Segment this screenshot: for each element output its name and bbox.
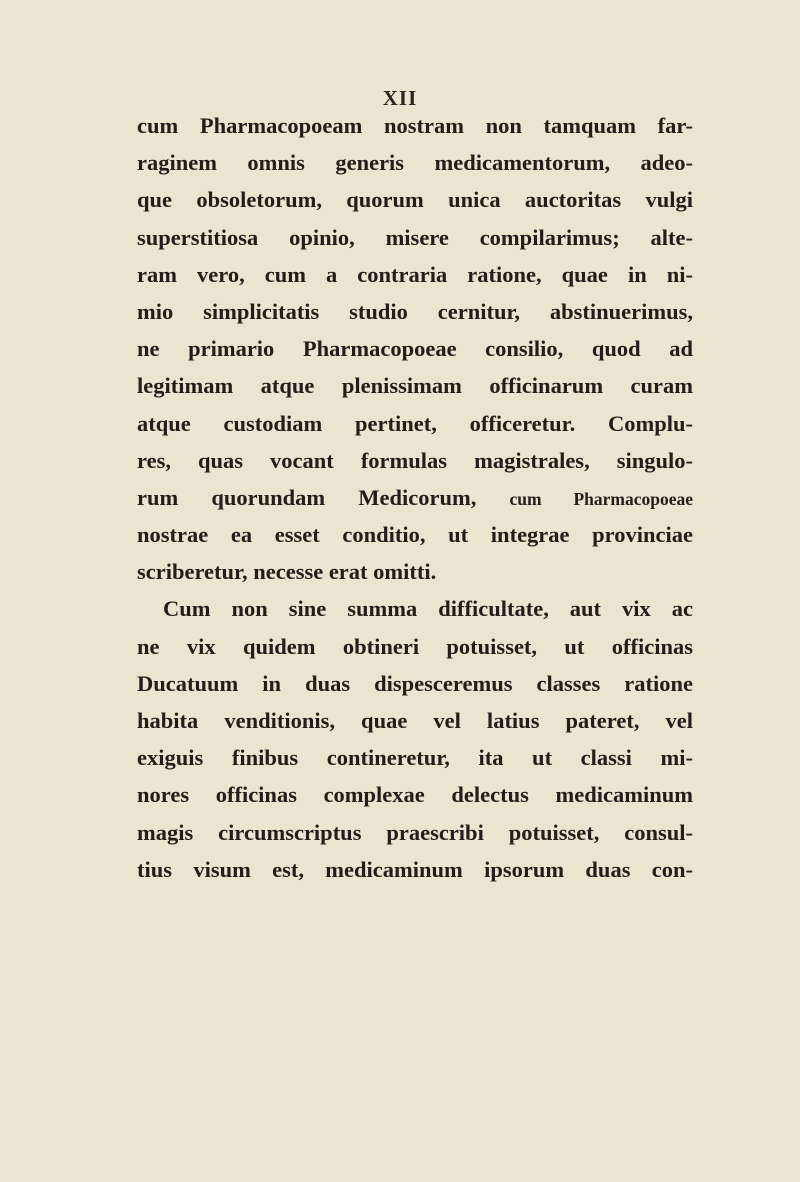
text-line: atque custodiam pertinet, officeretur. Complu- xyxy=(137,410,693,436)
text-line: superstitiosa opinio, misere compilarimus; alte- xyxy=(137,224,693,250)
text-line: Ducatuum in duas dispesceremus classes ratione xyxy=(137,670,693,696)
text-line: habita venditionis, quae vel latius pateret, vel xyxy=(137,708,693,733)
text-line: legitimam atque plenissimam officinarum curam xyxy=(137,373,693,399)
text-line: raginem omnis generis medicamentorum, adeo- xyxy=(137,150,693,176)
body-text xyxy=(137,107,693,888)
text-segment-small: cum Pharmacopoeae xyxy=(509,488,693,509)
text-line: tius visum est, medicaminum ipsorum duas con- xyxy=(137,856,693,882)
text-line: mio simplicitatis studio cernitur, abstinuerimus, xyxy=(137,298,693,324)
text-line: ne vix quidem obtineri potuisset, ut officinas xyxy=(137,633,693,659)
page-number: XII xyxy=(382,86,418,110)
text-line: nores officinas complexae delectus medicaminum xyxy=(137,782,693,808)
text-line: magis circumscriptus praescribi potuisset, consul- xyxy=(137,819,693,845)
text-line xyxy=(137,479,693,516)
text-line: res, quas vocant formulas magistrales, singulo- xyxy=(137,447,693,473)
text-line: cum Pharmacopoeam nostram non tamquam far- xyxy=(137,113,693,138)
text-line: ne primario Pharmacopoeae consilio, quod ad xyxy=(137,336,693,362)
text-line: scriberetur, necesse erat omitti. xyxy=(137,559,437,585)
text-line: Cum non sine summa difficultate, aut vix ac xyxy=(163,596,693,622)
text-segment: rum quorundam Medicorum, xyxy=(137,484,477,510)
text-line: exiguis finibus contineretur, ita ut classi mi- xyxy=(137,745,693,771)
text-line: ram vero, cum a contraria ratione, quae in ni- xyxy=(137,261,693,287)
text-line: que obsoletorum, quorum unica auctoritas vulgi xyxy=(137,187,693,213)
text-line: nostrae ea esset conditio, ut integrae provinciae xyxy=(137,522,693,548)
